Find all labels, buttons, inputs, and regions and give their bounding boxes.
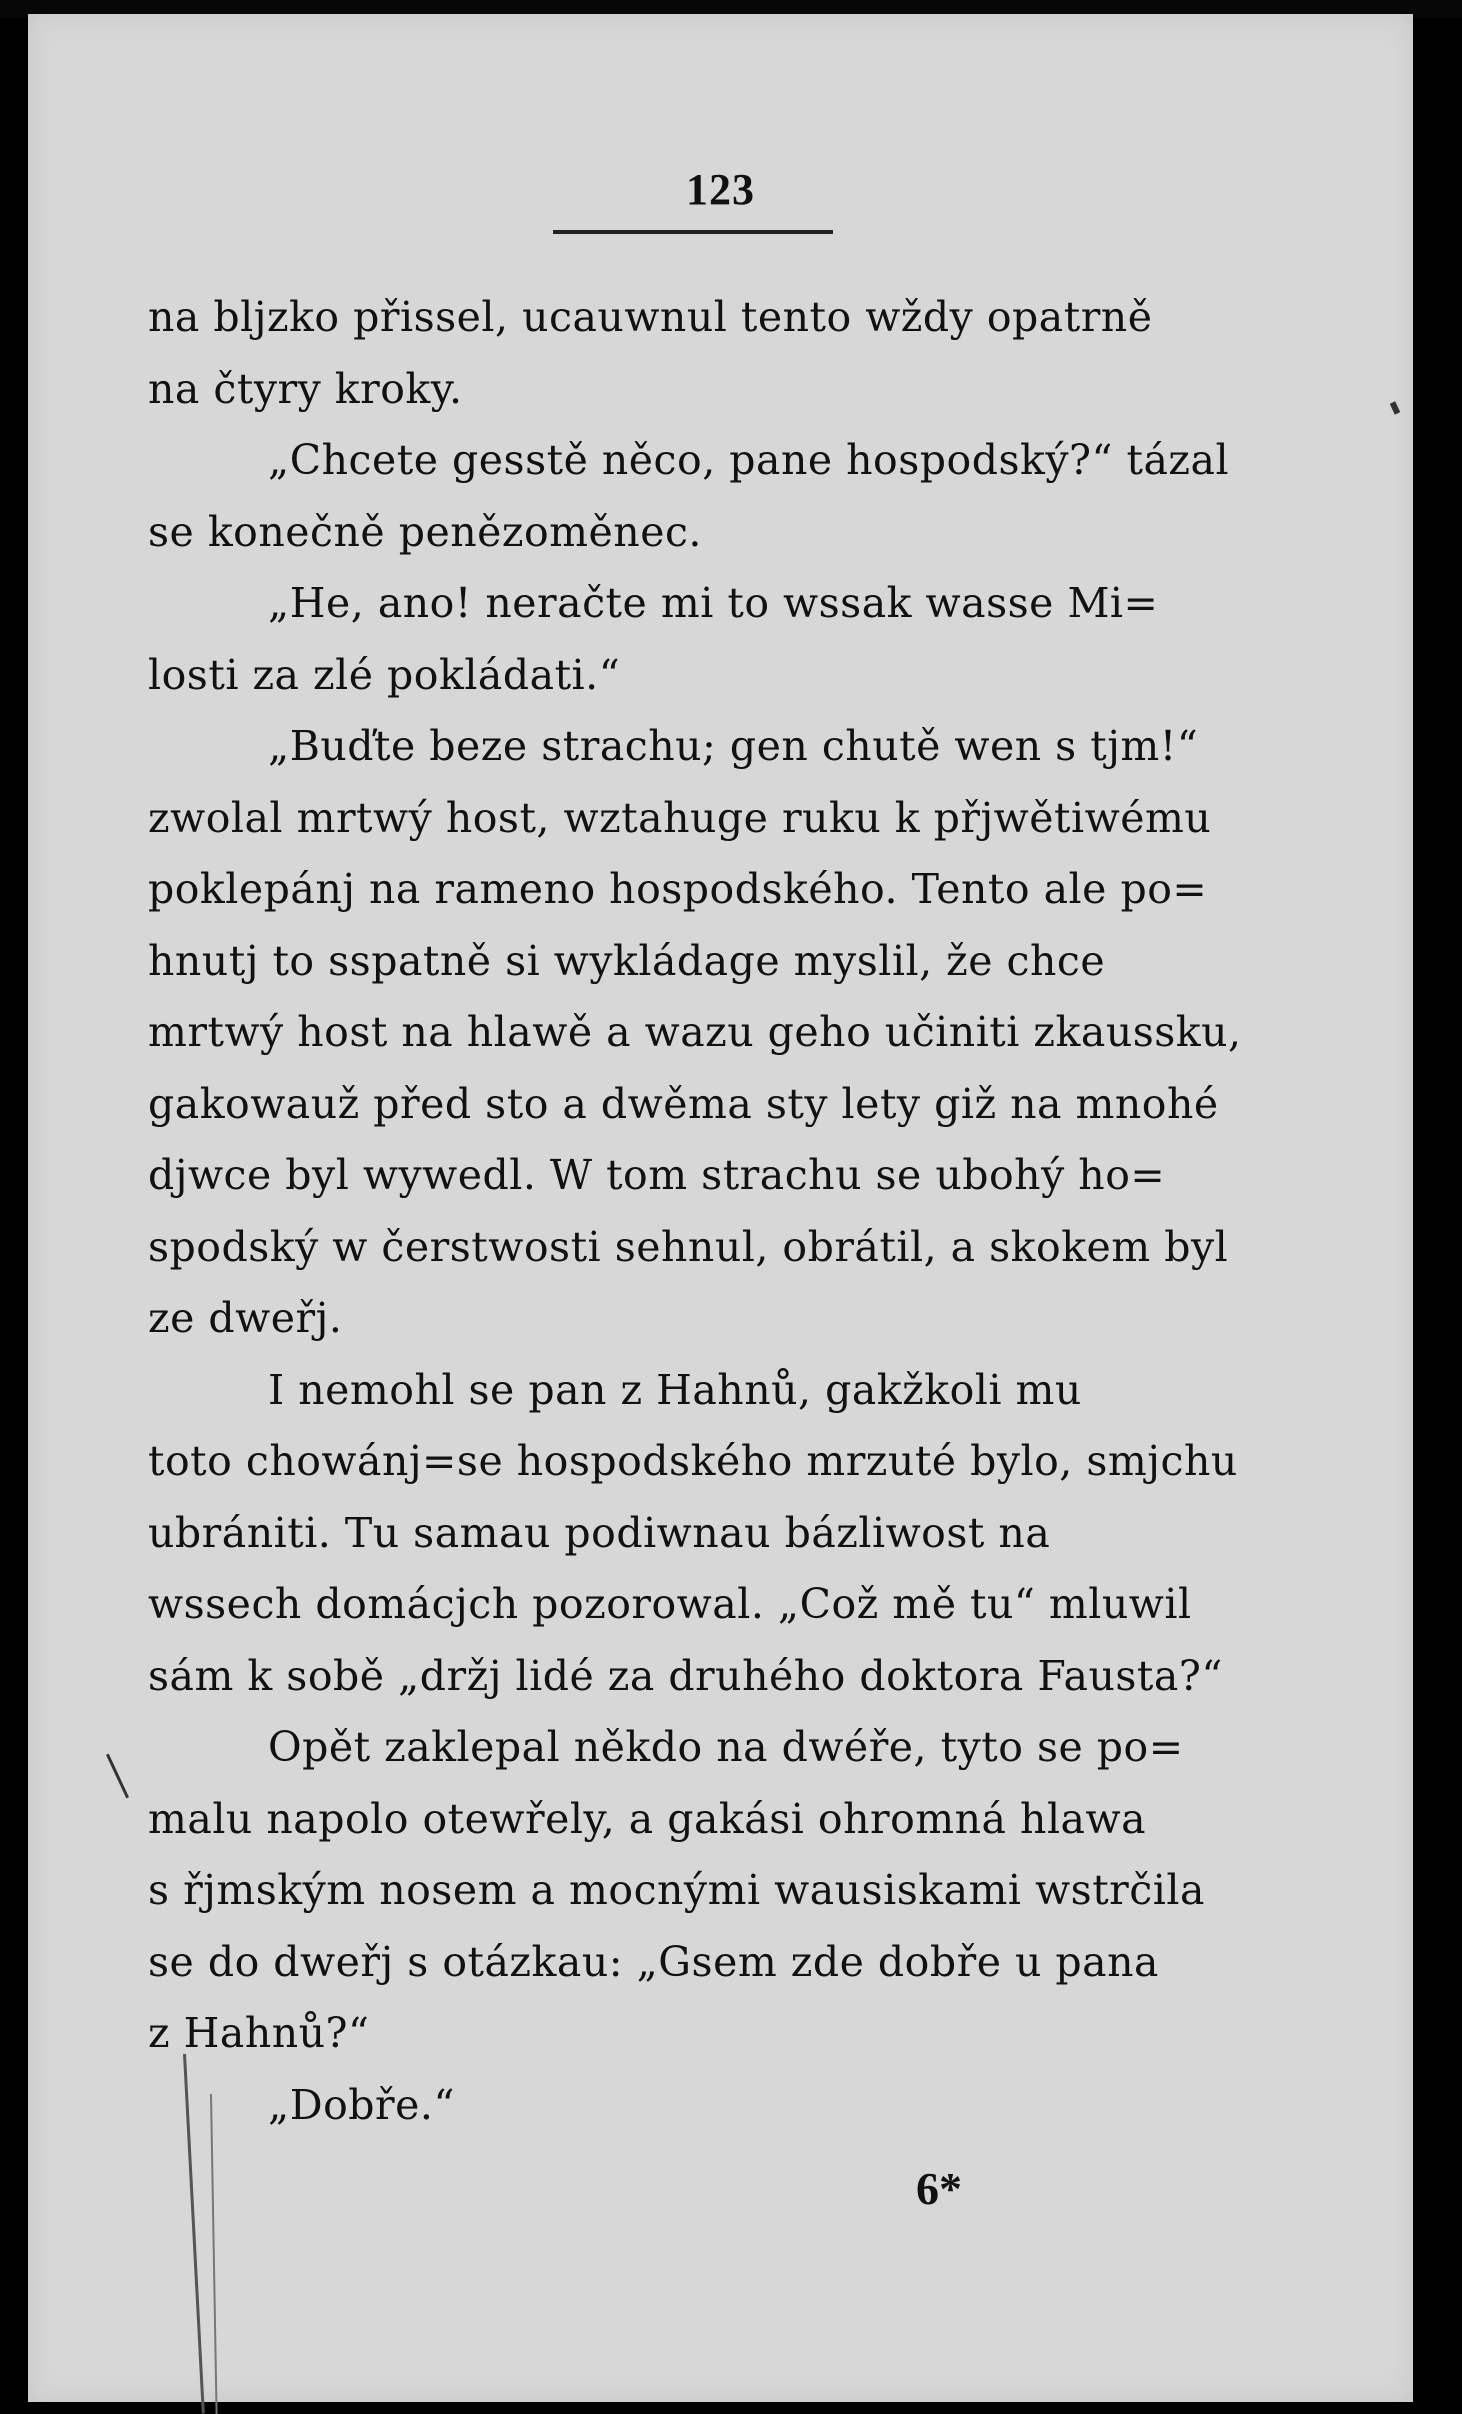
text-line: se konečně penězoměnec. (148, 507, 702, 556)
text-line: s řjmským nosem a mocnými wausiskami wstrčila (148, 1866, 1205, 1914)
text-line: zwolal mrtwý host, wztahuge ruku k přjwětiwému (148, 793, 1212, 842)
text-line: ubrániti. Tu samau podiwnau bázliwost na (148, 1508, 1051, 1557)
text-line: Opět zaklepal někdo na dwéře, tyto se po= (268, 1723, 1184, 1771)
text-line: wssech domácjch pozorowal. „Což mě tu“ mluwil (148, 1580, 1192, 1628)
text-line: sám k sobě „držj lidé za druhého doktora Fausta?“ (148, 1651, 1223, 1700)
printer-signature-mark: 6* (916, 2163, 962, 2214)
book-page (28, 14, 1413, 2402)
text-line: losti za zlé pokládati.“ (148, 650, 621, 699)
text-line: djwce byl wywedl. W tom strachu se ubohý ho= (148, 1151, 1166, 1199)
text-line: se do dweřj s otázkau: „Gsem zde dobře u pana (148, 1937, 1159, 1986)
text-line: poklepánj na rameno hospodského. Tento ale po= (148, 865, 1208, 913)
page-crease-mark (210, 2094, 218, 2414)
text-line: na bljzko přissel, ucauwnul tento wždy opatrně (148, 293, 1153, 341)
text-line: „He, ano! neračte mi to wssak wasse Mi= (268, 579, 1159, 627)
text-line: I nemohl se pan z Hahnů, gakžkoli mu (268, 1365, 1082, 1414)
text-line: malu napolo otewřely, a gakási ohromná hlawa (148, 1794, 1147, 1843)
ink-speck (1390, 401, 1401, 414)
text-line: „Dobře.“ (268, 2080, 455, 2129)
text-line: ze dweřj. (148, 1294, 343, 1342)
ink-speck (106, 1754, 129, 1799)
page-number: 123 (686, 165, 755, 214)
text-line: mrtwý host na hlawě a wazu geho učiniti zkaussku, (148, 1008, 1242, 1056)
header-rule (553, 230, 833, 234)
text-line: toto chowánj=se hospodského mrzuté bylo, smjchu (148, 1437, 1238, 1485)
text-line: spodský w čerstwosti sehnul, obrátil, a skokem byl (148, 1222, 1229, 1271)
text-line: hnutj to sspatně si wykládage myslil, že chce (148, 936, 1106, 985)
body-text (148, 282, 1258, 2141)
text-line: na čtyry kroky. (148, 364, 463, 413)
text-line: gakowauž před sto a dwěma sty lety giž na mnohé (148, 1079, 1219, 1128)
text-line: „Buďte beze strachu; gen chutě wen s tjm!“ (268, 722, 1199, 770)
text-line: „Chcete gesstě něco, pane hospodský?“ tázal (268, 436, 1230, 484)
text-line: z Hahnů?“ (148, 2009, 370, 2057)
